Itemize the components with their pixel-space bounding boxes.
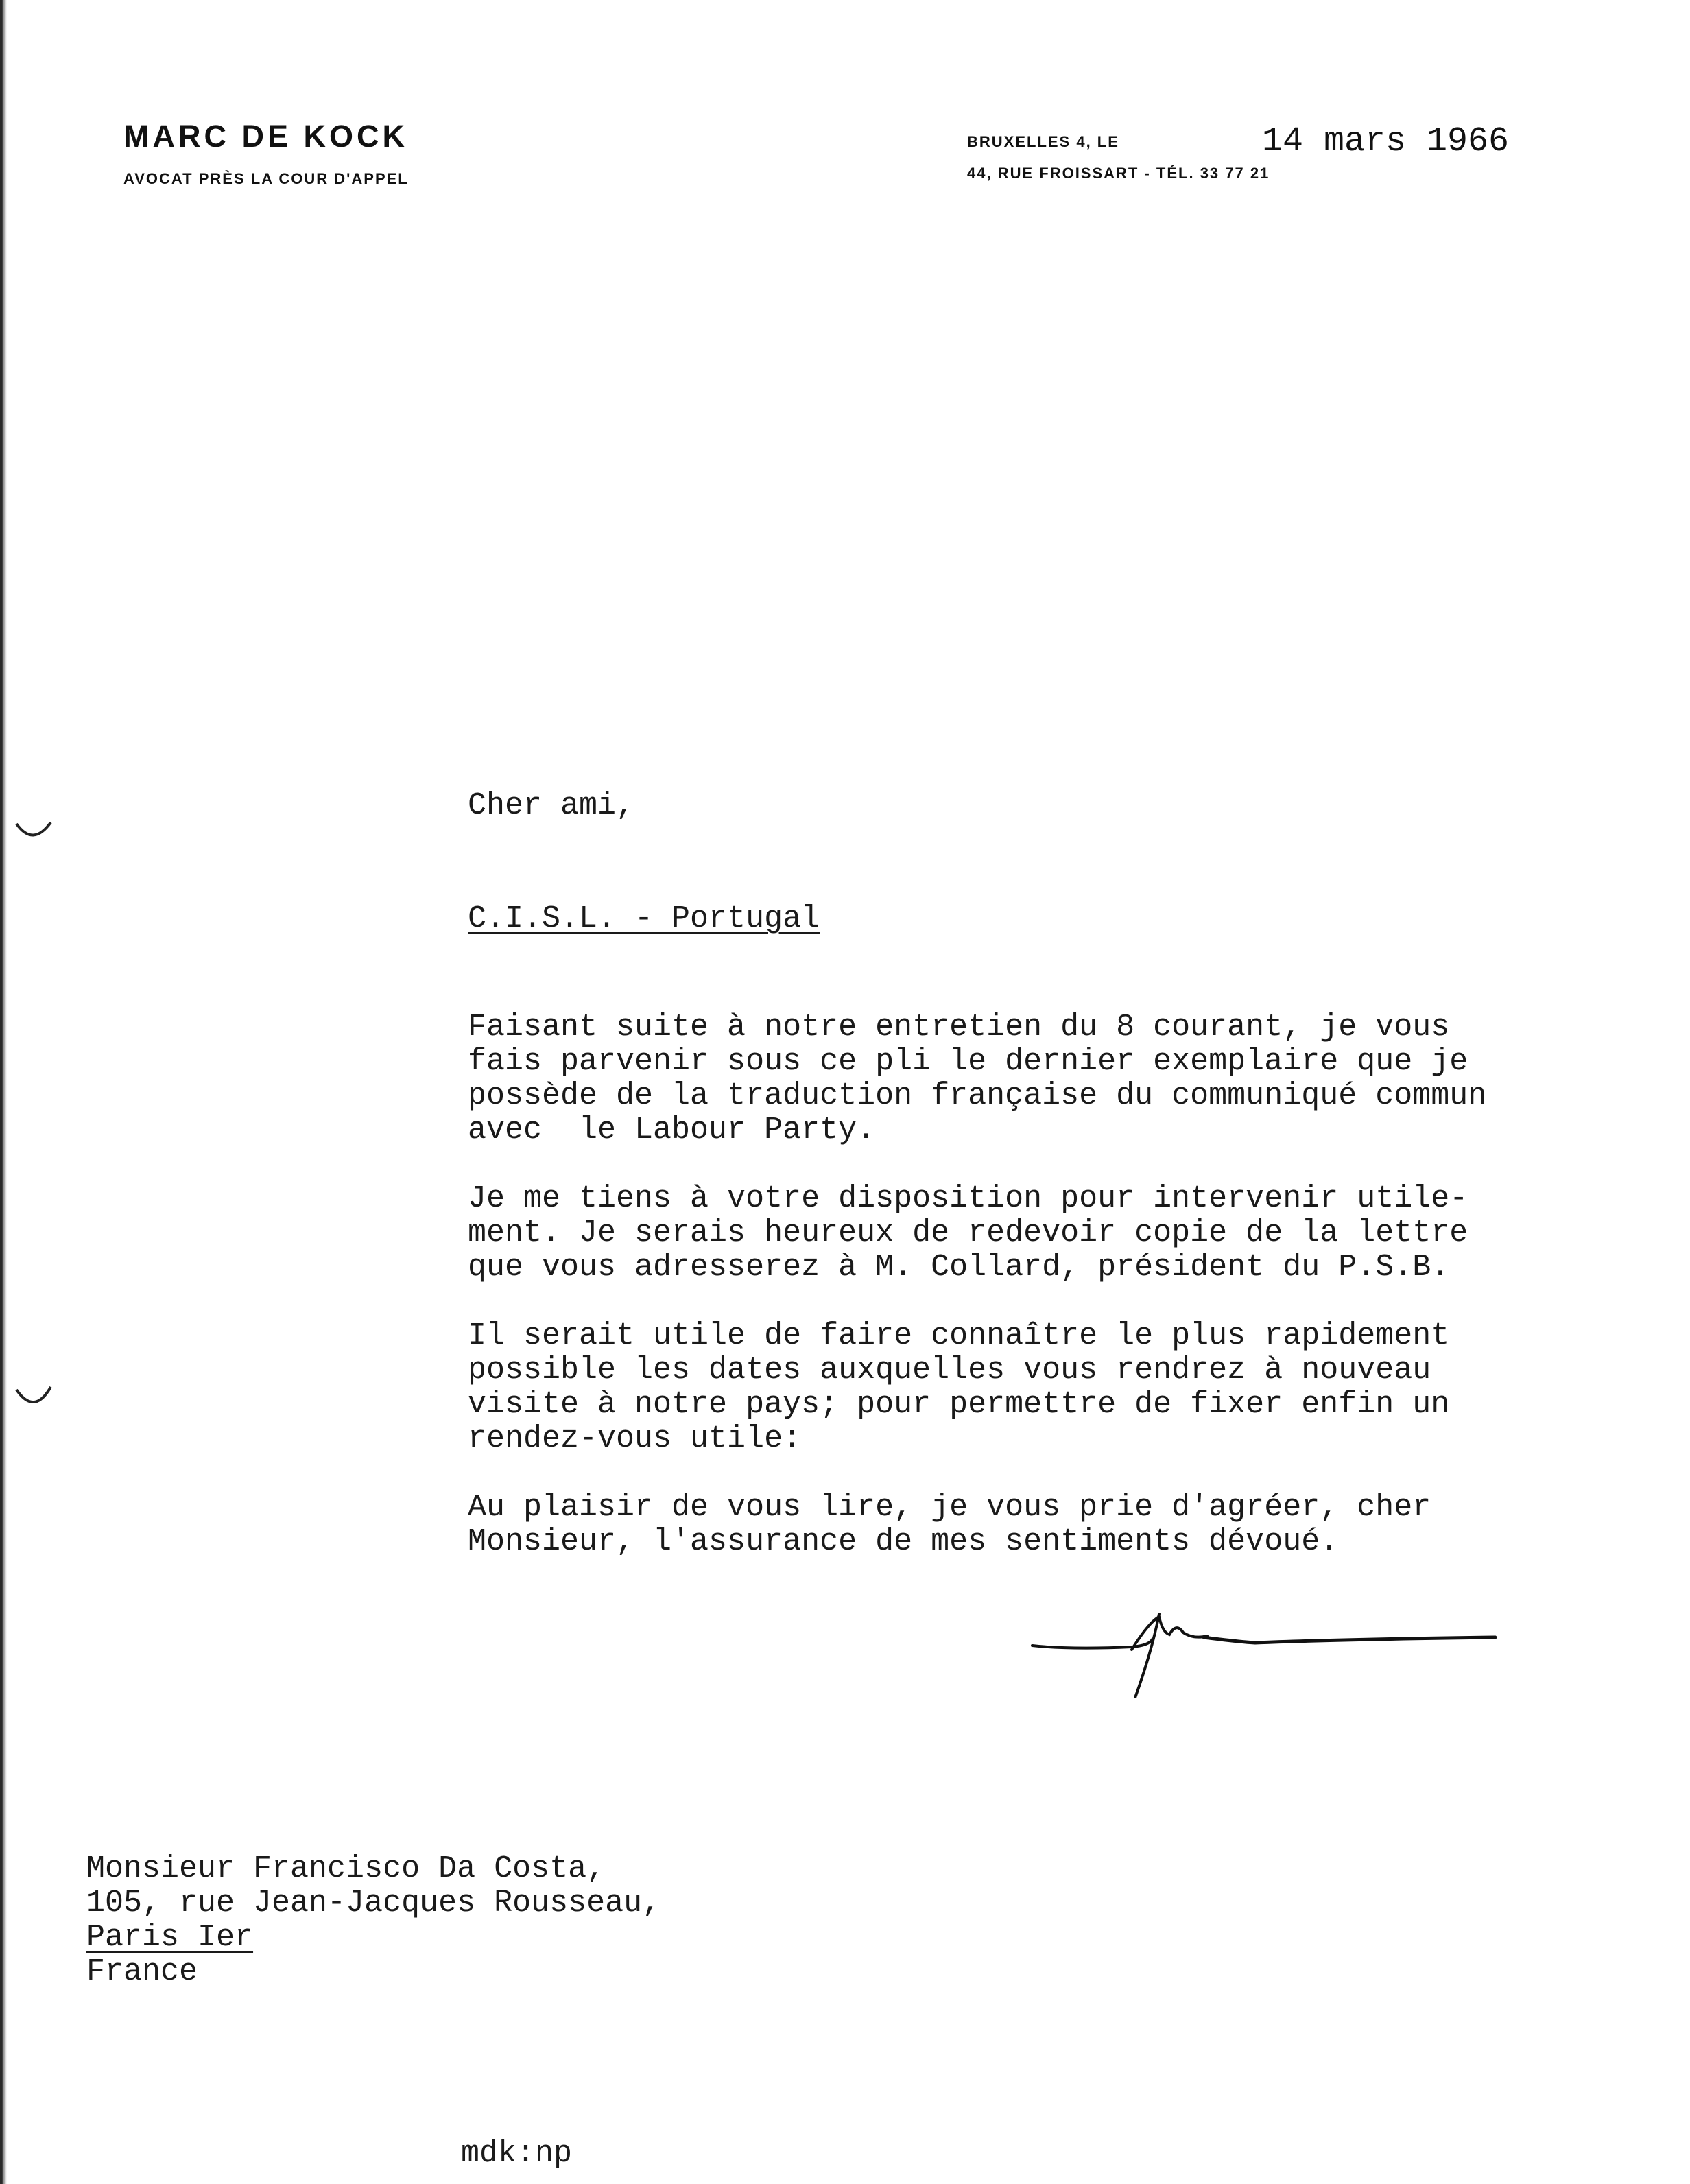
- scan-left-edge: [0, 0, 7, 2184]
- body-line: que vous adresserez à M. Collard, président du P.S.B.: [468, 1250, 1450, 1285]
- letterhead-city: BRUXELLES 4, LE: [967, 133, 1119, 150]
- reference-initials: mdk:np: [461, 2136, 573, 2171]
- letterhead-name: MARC DE KOCK: [123, 119, 408, 154]
- body-line: Monsieur, l'assurance de mes sentiments dévoué.: [468, 1524, 1339, 1559]
- body-line: possède de la traduction française du communiqué commun: [468, 1078, 1487, 1113]
- letter-date: 14 mars 1966: [1262, 122, 1510, 161]
- addressee-line: Monsieur Francisco Da Costa,: [86, 1851, 606, 1886]
- body-line: possible les dates auxquelles vous rendrez à nouveau: [468, 1353, 1431, 1388]
- addressee-city: Paris Ier: [86, 1920, 254, 1955]
- subject-line: C.I.S.L. - Portugal: [468, 901, 820, 936]
- body-line: Faisant suite à notre entretien du 8 courant, je vous: [468, 1010, 1450, 1045]
- body-line: avec le Labour Party.: [468, 1113, 876, 1148]
- addressee-country: France: [86, 1954, 198, 1989]
- body-line: Au plaisir de vous lire, je vous prie d'agréer, cher: [468, 1490, 1431, 1525]
- body-line: rendez-vous utile:: [468, 1421, 802, 1456]
- addressee-line: 105, rue Jean-Jacques Rousseau,: [86, 1886, 661, 1921]
- body-line: Il serait utile de faire connaître le plus rapidement: [468, 1318, 1450, 1353]
- body-line: visite à notre pays; pour permettre de fixer enfin un: [468, 1387, 1450, 1422]
- punch-hole-mark-lower: [12, 1386, 55, 1409]
- body-line: ment. Je serais heureux de redevoir copie de la lettre: [468, 1215, 1468, 1250]
- body-line: fais parvenir sous ce pli le dernier exemplaire que je: [468, 1044, 1468, 1079]
- letterhead-title: AVOCAT PRÈS LA COUR D'APPEL: [123, 170, 409, 187]
- handwritten-signature: [1029, 1602, 1509, 1698]
- body-line: Je me tiens à votre disposition pour intervenir utile-: [468, 1181, 1468, 1216]
- letterhead-address: 44, RUE FROISSART - TÉL. 33 77 21: [967, 165, 1270, 182]
- punch-hole-mark-upper: [12, 820, 55, 843]
- salutation: Cher ami,: [468, 788, 635, 823]
